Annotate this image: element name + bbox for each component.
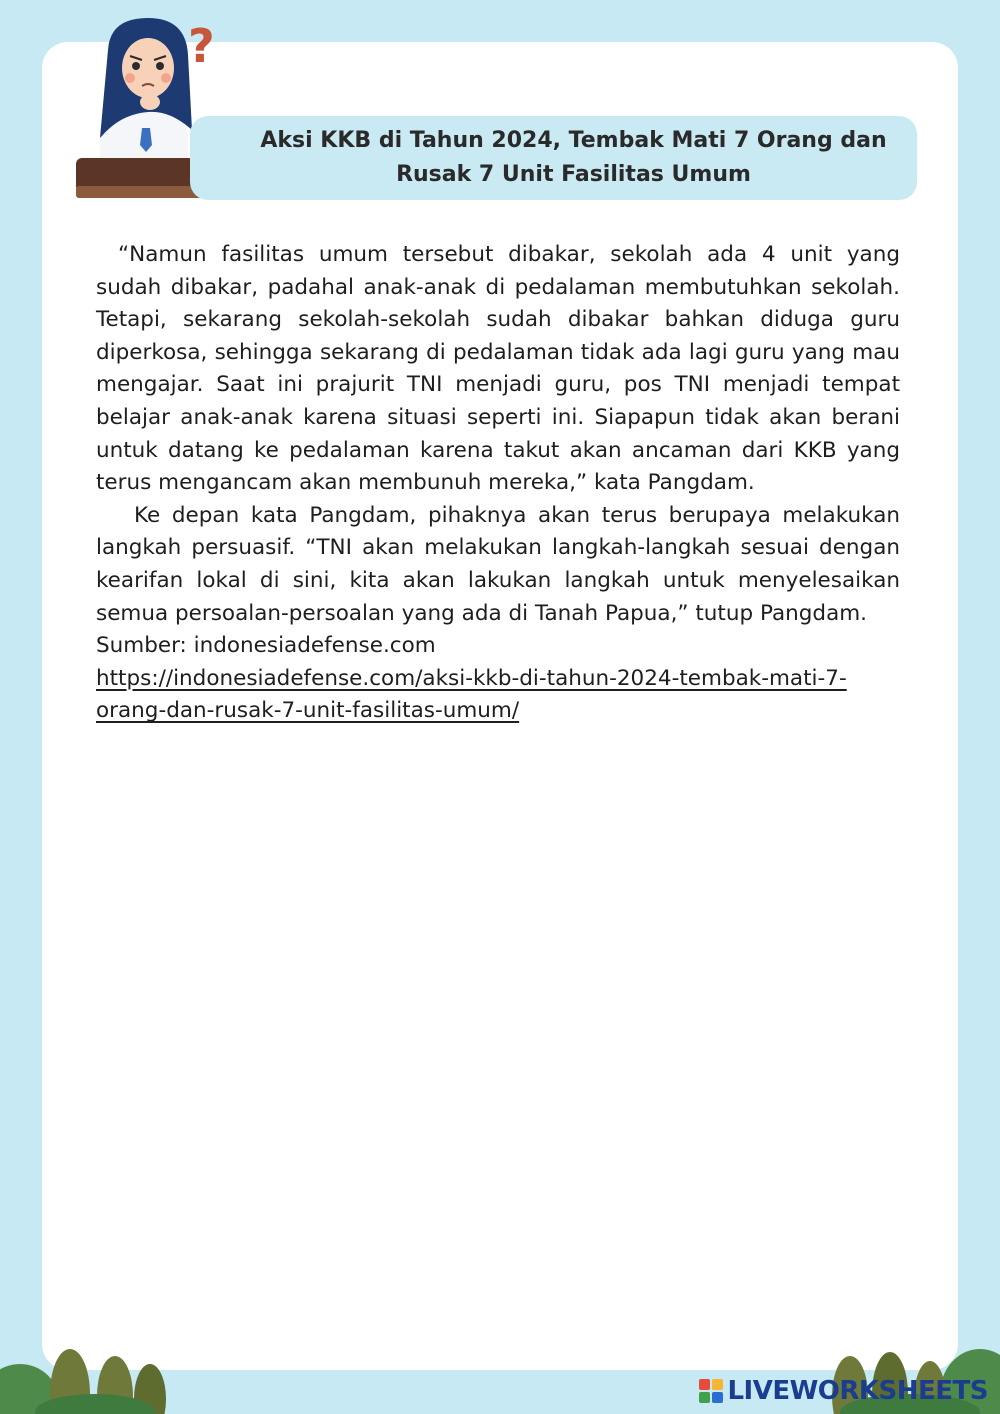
- article-paragraph-1: “Namun fasilitas umum tersebut dibakar, sekolah ada 4 unit yang sudah dibakar, padahal anak-anak di pedalaman membutuhkan sekolah. Tetapi, sekarang sekolah-sekolah sudah dibakar bahkan diduga guru diperkosa, sehingga sekarang di pedalaman tidak ada lagi guru yang mau mengajar. Saat ini prajurit TNI menjadi guru, pos TNI menjadi tempat belajar anak-anak karena situasi seperti ini. Siapapun tidak akan berani untuk datang ke pedalaman karena takut akan ancaman dari KKB yang terus mengancam akan membunuh mereka,” kata Pangdam.: [96, 242, 900, 496]
- article-body: [96, 239, 900, 728]
- article-paragraph-2: Ke depan kata Pangdam, pihaknya akan terus berupaya melakukan langkah persuasif. “TNI akan melakukan langkah-langkah sesuai dengan kearifan lokal di sini, kita akan lakukan langkah untuk menyelesaikan semua persoalan-persoalan yang ada di Tanah Papua,” tutup Pangdam.: [96, 502, 900, 626]
- page-title: Aksi KKB di Tahun 2024, Tembak Mati 7 Orang dan Rusak 7 Unit Fasilitas Umum: [260, 128, 887, 187]
- plant-left-icon: [0, 1324, 190, 1414]
- source-link[interactable]: https://indonesiadefense.com/aksi-kkb-di-tahun-2024-tembak-mati-7-orang-dan-rusak-7-unit-fasilitas-umum/: [96, 665, 847, 724]
- liveworksheets-logo: [699, 1376, 988, 1406]
- svg-text:?: ?: [188, 19, 215, 73]
- liveworksheets-logo-icon: [699, 1379, 723, 1403]
- brand-name: LIVEWORKSHEETS: [727, 1376, 988, 1406]
- title-banner: [190, 116, 917, 200]
- source-label: Sumber: indonesiadefense.com: [96, 633, 436, 659]
